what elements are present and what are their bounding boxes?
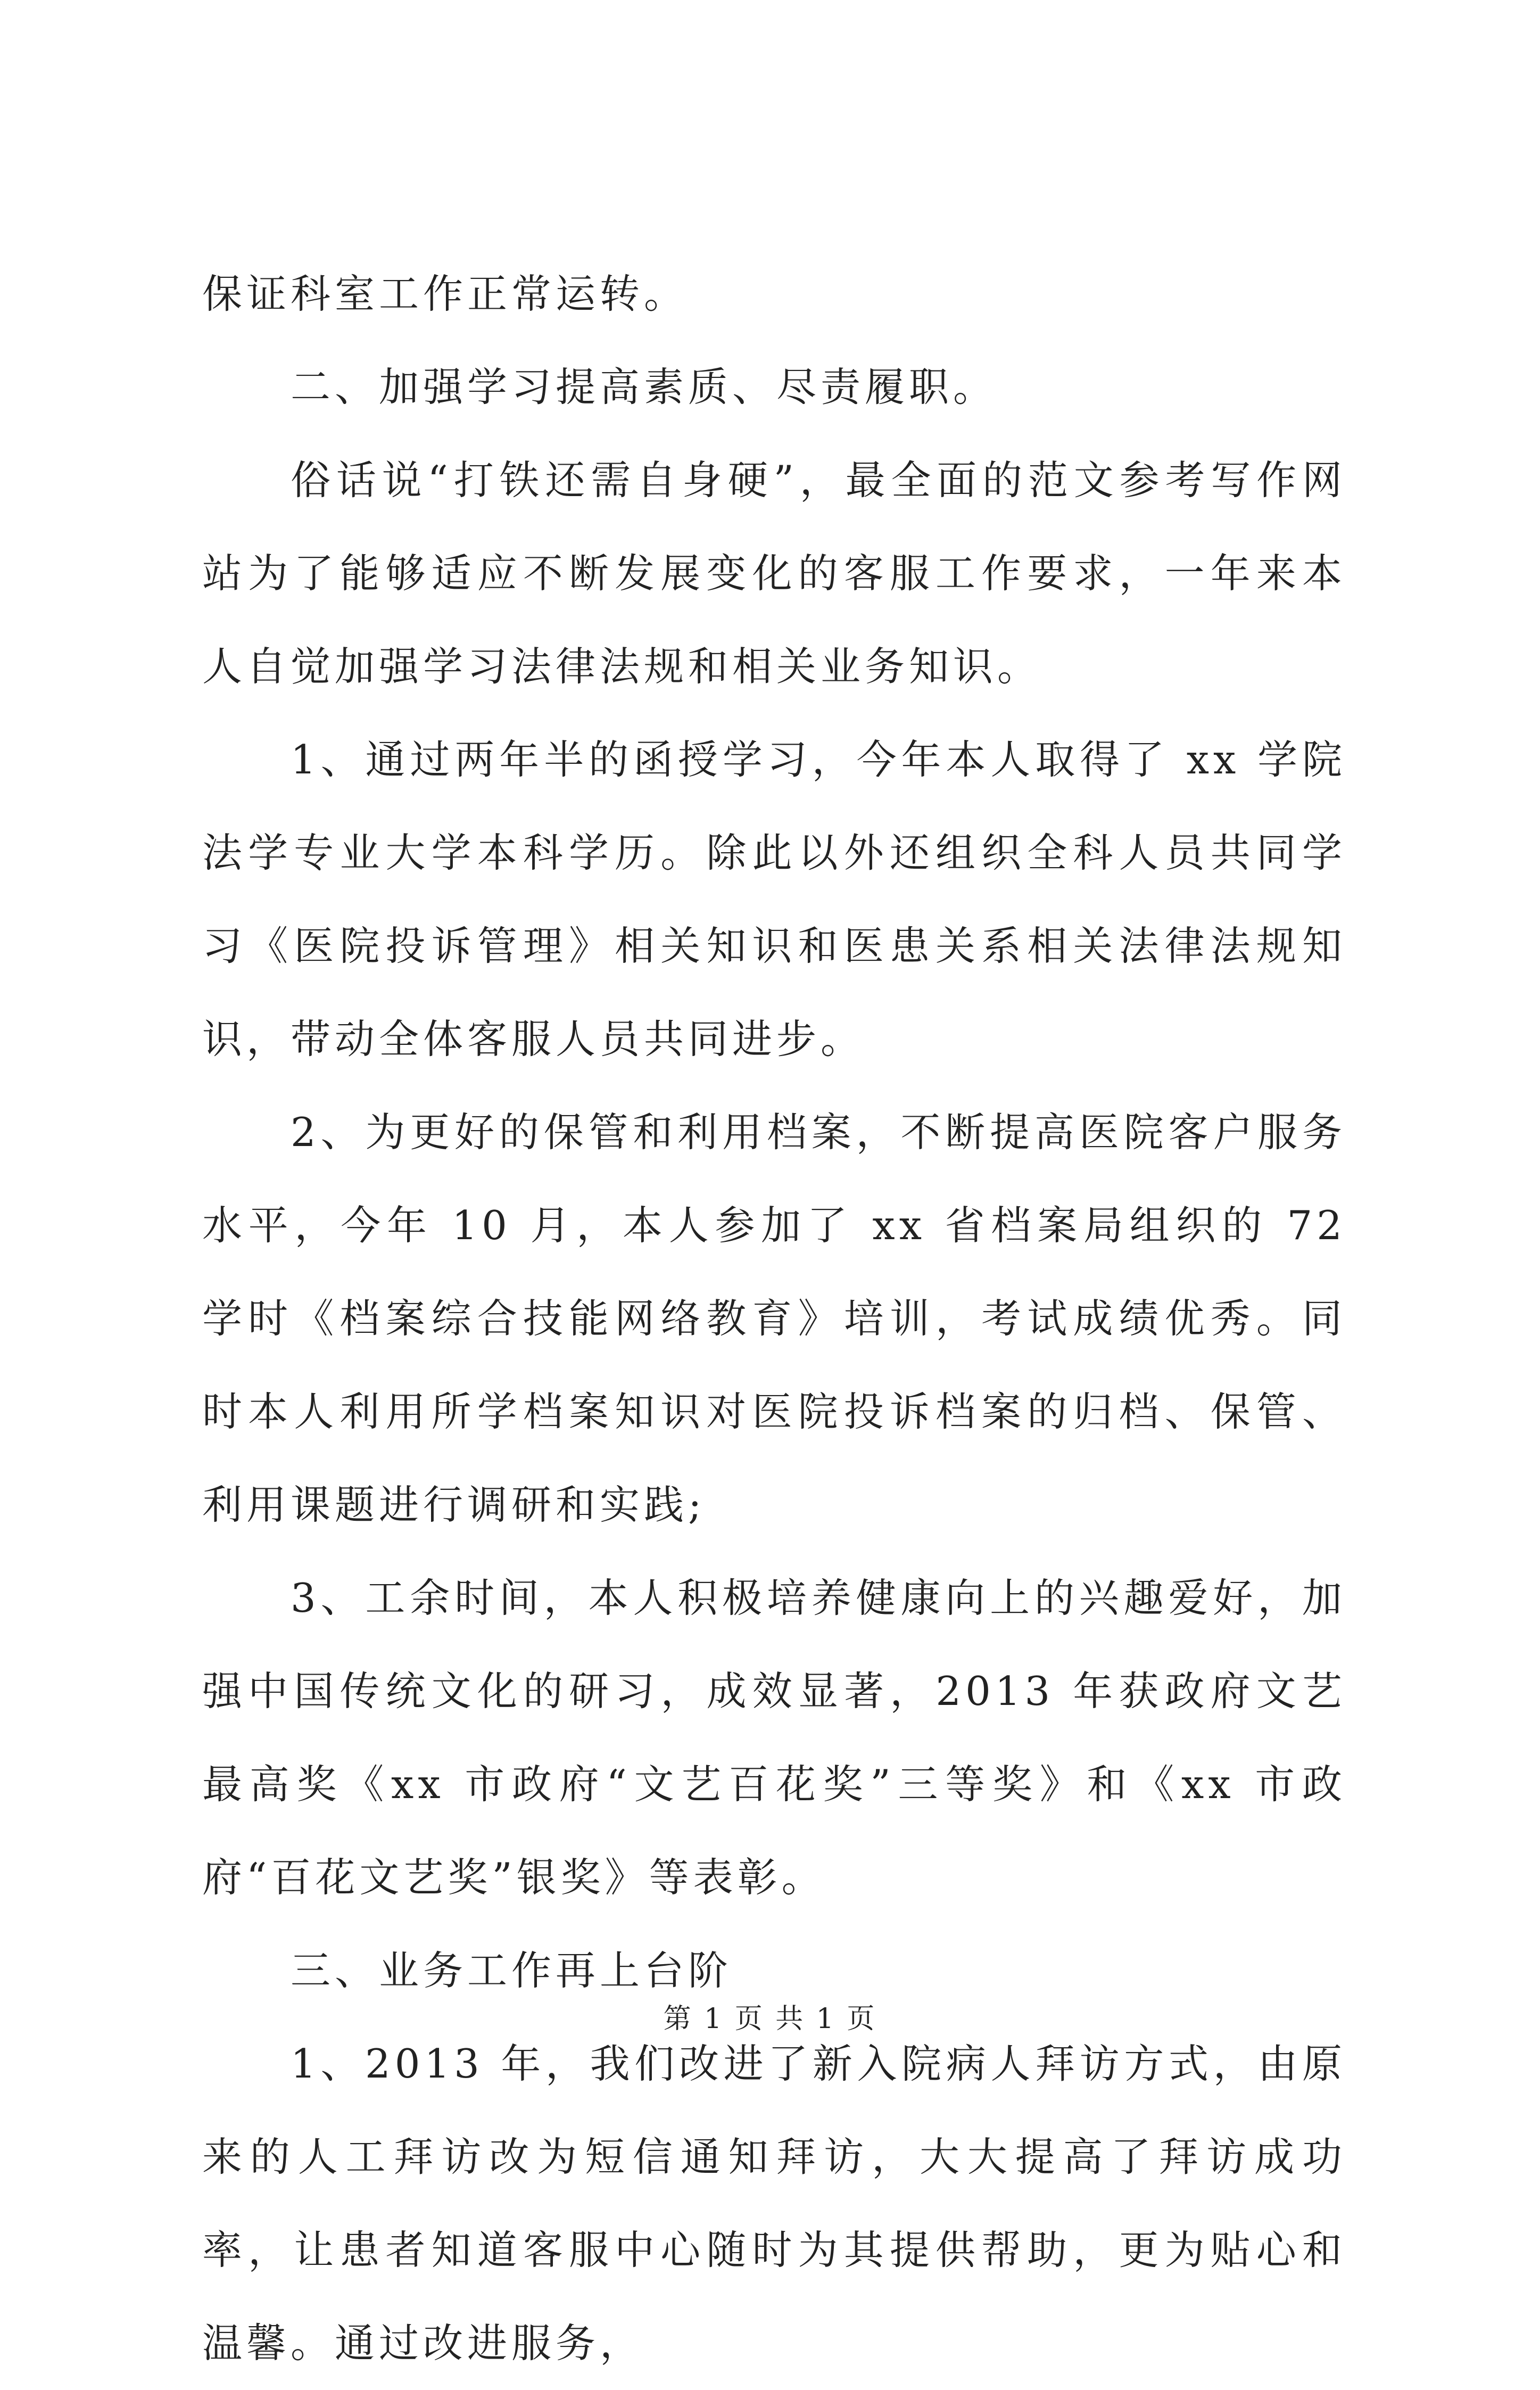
section-heading-3: 三、业务工作再上台阶 (291, 1947, 733, 1994)
paragraph-proverb: 俗话说“打铁还需自身硬”，最全面的范文参考写作网站为了能够适应不断发展变化的客服工作要求，一年来本人自觉加强学习法律法规和相关业务知识。 (202, 457, 1346, 690)
paragraph-section3-item-1: 1、2013 年，我们改进了新入院病人拜访方式，由原来的人工拜访改为短信通知拜访，大大提高了拜访成功率，让患者知道客服中心随时为其提供帮助，更为贴心和温馨。通过改进服务， (202, 2040, 1346, 2367)
paragraph-item-3: 3、工余时间，本人积极培养健康向上的兴趣爱好，加强中国传统文化的研习，成效显著，2013 年获政府文艺最高奖《xx 市政府“文艺百花奖”三等奖》和《xx 市政府“百花文艺奖”银奖》等表彰。 (202, 1575, 1346, 1901)
paragraph-item-2: 2、为更好的保管和利用档案，不断提高医院客户服务水平，今年 10 月，本人参加了 xx 省档案局组织的 72 学时《档案综合技能网络教育》培训，考试成绩优秀。同时本人利用所学档案知识对医院投诉档案的归档、保管、利用课题进行调研和实践; (202, 1109, 1346, 1528)
paragraph-item-1: 1、通过两年半的函授学习，今年本人取得了 xx 学院法学专业大学本科学历。除此以外还组织全科人员共同学习《医院投诉管理》相关知识和医患关系相关法律法规知识，带动全体客服人员共同进步。 (202, 736, 1346, 1062)
section-heading-2: 二、加强学习提高素质、尽责履职。 (291, 364, 998, 410)
page-footer: 第 1 页 共 1 页 (663, 2003, 877, 2035)
paragraph-continuation: 保证科室工作正常运转。 (202, 270, 689, 317)
document-body (202, 248, 1346, 2390)
